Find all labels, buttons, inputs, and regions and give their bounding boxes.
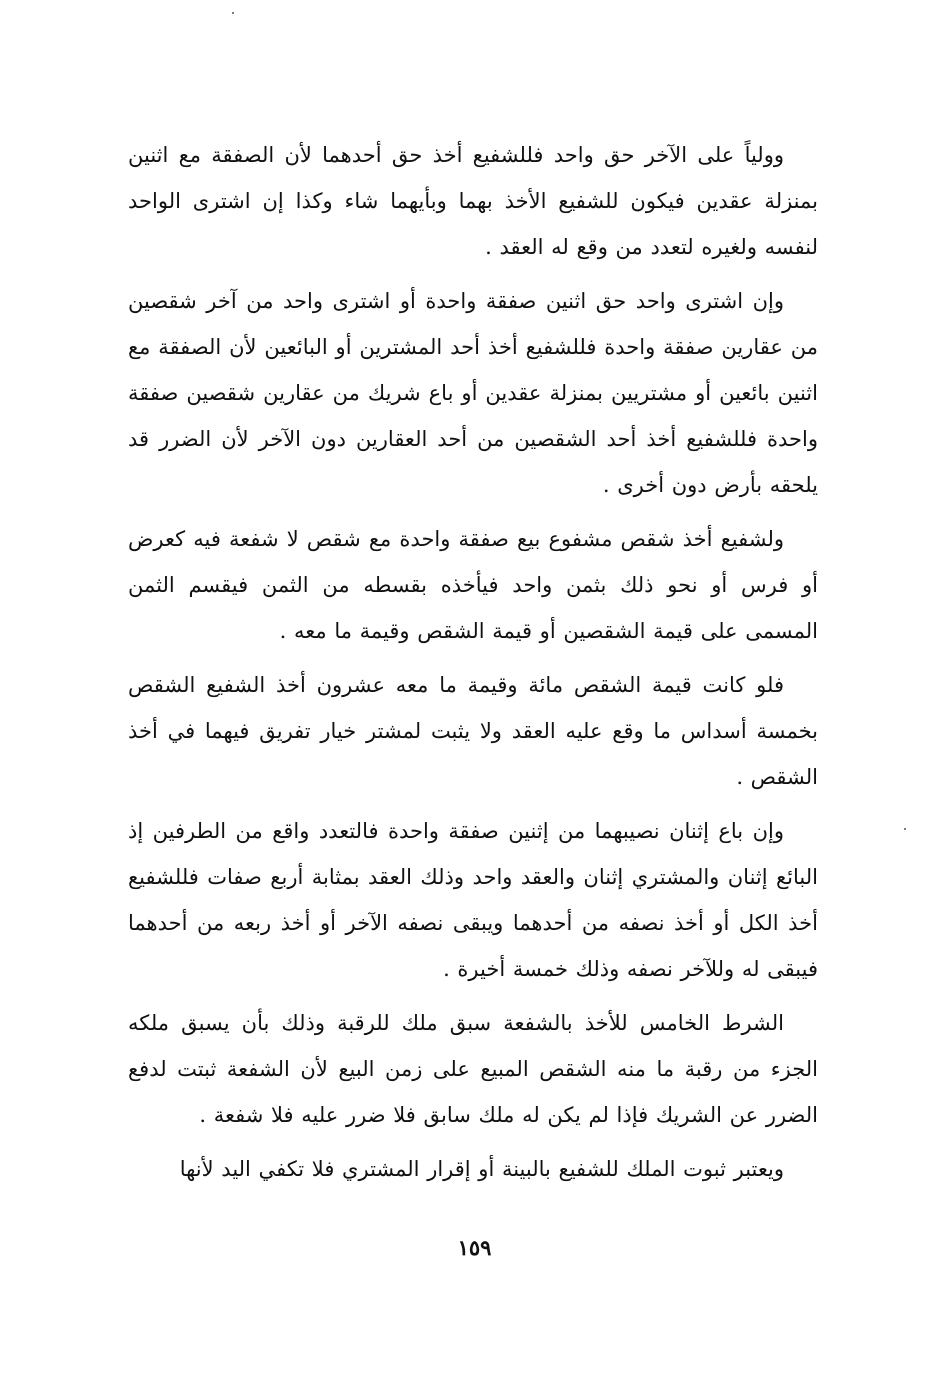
paragraph-3: ولشفيع أخذ شقص مشفوع بيع صفقة واحدة مع شقص لا شفعة فيه كعرض أو فرس أو نحو ذلك بثمن واحد فيأخذه بقسطه من الثمن فيقسم الثمن المسمى على قيمة الشقصين أو قيمة الشقص وقيمة ما معه . xyxy=(128,527,818,643)
paragraph-5: وإن باع إثنان نصيبهما من إثنين صفقة واحدة فالتعدد واقع من الطرفين إذ البائع إثنان والمشتري إثنان والعقد واحد وذلك العقد بمثابة أربع صفات فللشفيع أخذ الكل أو أخذ نصفه من أحدهما ويبقى نصفه الآخر أو أخذ ربعه من أحدهما فيبقى له وللآخر نصفه وذلك خمسة أخيرة . xyxy=(128,819,818,981)
paragraph-7: ويعتبر ثبوت الملك للشفيع بالبينة أو إقرار المشتري فلا تكفي اليد لأنها xyxy=(179,1157,784,1181)
paragraph-6: الشرط الخامس للأخذ بالشفعة سبق ملك للرقبة وذلك بأن يسبق ملكه الجزء من رقبة ما منه الشقص المبيع على زمن البيع لأن الشفعة ثبتت لدفع الضرر عن الشريك فإذا لم يكن له ملك سابق فلا ضرر عليه فلا شفعة . xyxy=(128,1011,818,1127)
page-number: ١٥٩ xyxy=(457,1235,492,1260)
paragraph-1: وولياً على الآخر حق واحد فللشفيع أخذ حق أحدهما لأن الصفقة مع اثنين بمنزلة عقدين فيكون للشفيع الأخذ بهما وبأيهما شاء وكذا إن اشترى الواحد لنفسه ولغيره لتعدد من وقع له العقد . xyxy=(128,143,818,259)
body-text xyxy=(128,132,818,1200)
scan-speck xyxy=(232,12,234,14)
paragraph-2: وإن اشترى واحد حق اثنين صفقة واحدة أو اشترى واحد من آخر شقصين من عقارين صفقة واحدة فللشفيع أخذ أحد المشترين أو البائعين لأن الصفقة مع اثنين بائعين أو مشتريين بمنزلة عقدين أو باع شريك من عقارين شقصين صفقة واحدة فللشفيع أخذ أحد الشقصين من أحد العقارين دون الآخر لأن الضرر قد يلحقه بأرض دون أخرى . xyxy=(128,289,818,497)
scan-speck xyxy=(904,828,906,830)
paragraph-4: فلو كانت قيمة الشقص مائة وقيمة ما معه عشرون أخذ الشفيع الشقص بخمسة أسداس ما وقع عليه العقد ولا يثبت لمشتر خيار تفريق فيهما في أخذ الشقص . xyxy=(128,673,818,789)
